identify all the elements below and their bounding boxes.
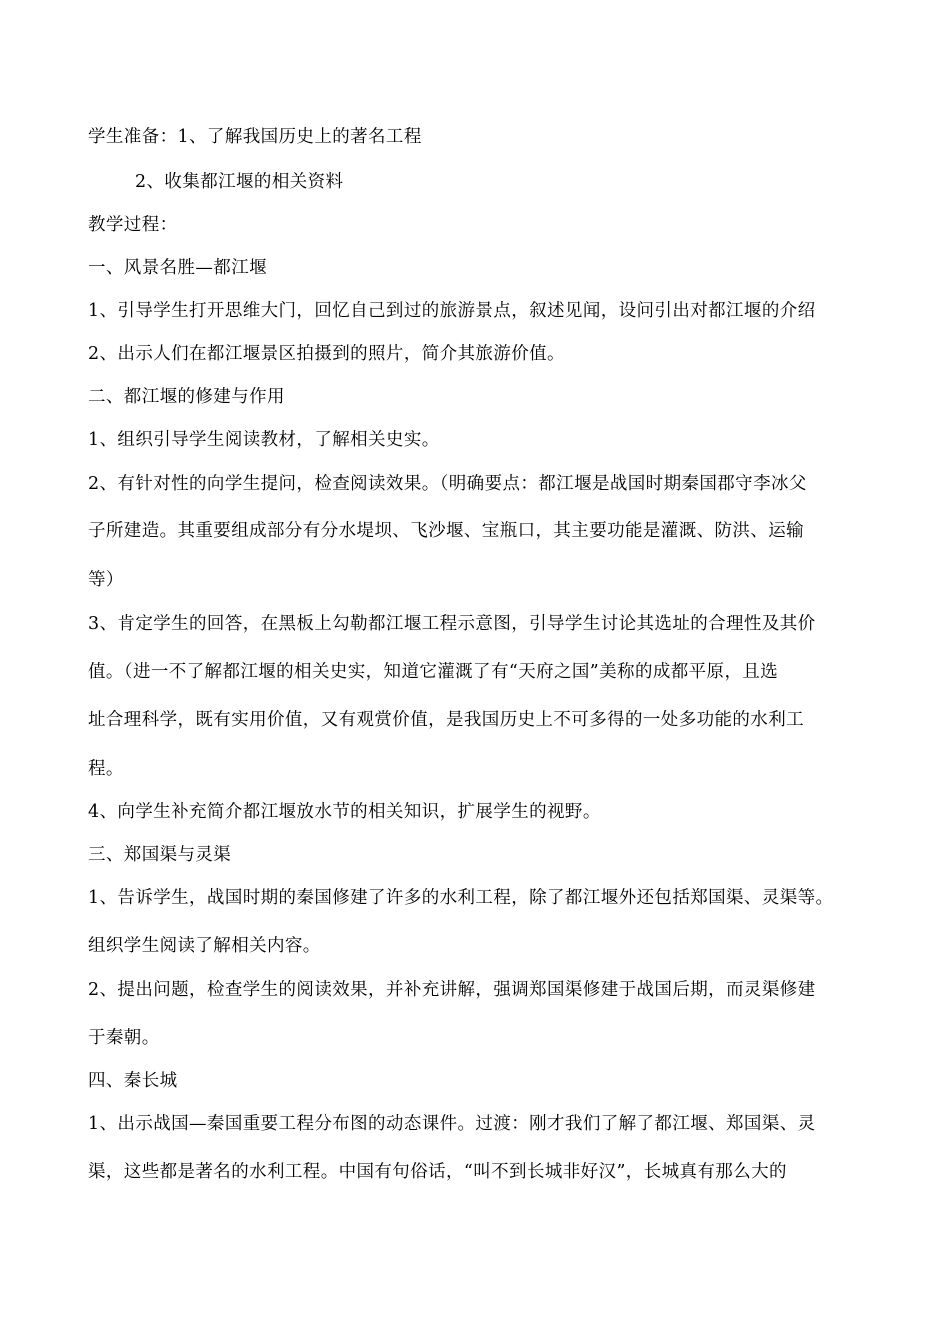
section-4-item-1-line-1: 1、出示战国—秦国重要工程分布图的动态课件。过渡：刚才我们了解了都江堰、郑国渠、灵 (88, 1114, 816, 1134)
section-2-item-2-line-1: 2、有针对性的向学生提问，检查阅读效果。（明确要点：都江堰是战国时期秦国郡守李冰父 (88, 474, 807, 494)
section-2-item-4: 4、向学生补充简介都江堰放水节的相关知识，扩展学生的视野。 (88, 802, 601, 822)
section-1-heading: 一、风景名胜—都江堰 (88, 258, 267, 278)
section-2-item-3-line-1: 3、肯定学生的回答，在黑板上勾勒都江堰工程示意图，引导学生讨论其选址的合理性及其价 (88, 614, 816, 634)
student-prep-line-1: 学生准备：1、了解我国历史上的著名工程 (88, 127, 422, 147)
section-4-item-1-line-2: 渠，这些都是著名的水利工程。中国有句俗话，“叫不到长城非好汉”，长城真有那么大的 (88, 1162, 787, 1182)
section-1-item-1: 1、引导学生打开思维大门，回忆自己到过的旅游景点，叙述见闻，设问引出对都江堰的介绍 (88, 301, 816, 321)
section-3-heading: 三、郑国渠与灵渠 (88, 845, 232, 865)
section-2-item-3-line-2: 值。（进一不了解都江堰的相关史实，知道它灌溉了有“天府之国”美称的成都平原，且选 (88, 662, 779, 682)
section-2-item-2-line-2: 子所建造。其重要组成部分有分水堤坝、飞沙堰、宝瓶口，其主要功能是灌溉、防洪、运输 (88, 521, 804, 541)
section-4-heading: 四、秦长城 (88, 1071, 178, 1091)
section-3-item-1-line-2: 组织学生阅读了解相关内容。 (88, 936, 321, 956)
section-3-item-2-line-2: 于秦朝。 (88, 1028, 160, 1048)
student-prep-line-2: 2、收集都江堰的相关资料 (135, 172, 344, 192)
teaching-process-heading: 教学过程： (88, 215, 178, 235)
section-3-item-1-line-1: 1、告诉学生，战国时期的秦国修建了许多的水利工程，除了都江堰外还包括郑国渠、灵渠等。 (88, 888, 834, 908)
section-2-item-3-line-3: 址合理科学，既有实用价值，又有观赏价值，是我国历史上不可多得的一处多功能的水利工 (88, 710, 804, 730)
section-2-item-3-line-4: 程。 (88, 759, 124, 779)
section-1-item-2: 2、出示人们在都江堰景区拍摄到的照片，简介其旅游价值。 (88, 344, 565, 364)
section-2-item-2-line-3: 等） (88, 570, 124, 590)
section-2-item-1: 1、组织引导学生阅读教材，了解相关史实。 (88, 430, 440, 450)
section-2-heading: 二、都江堰的修建与作用 (88, 387, 285, 407)
section-3-item-2-line-1: 2、提出问题，检查学生的阅读效果，并补充讲解，强调郑国渠修建于战国后期，而灵渠修建 (88, 980, 816, 1000)
